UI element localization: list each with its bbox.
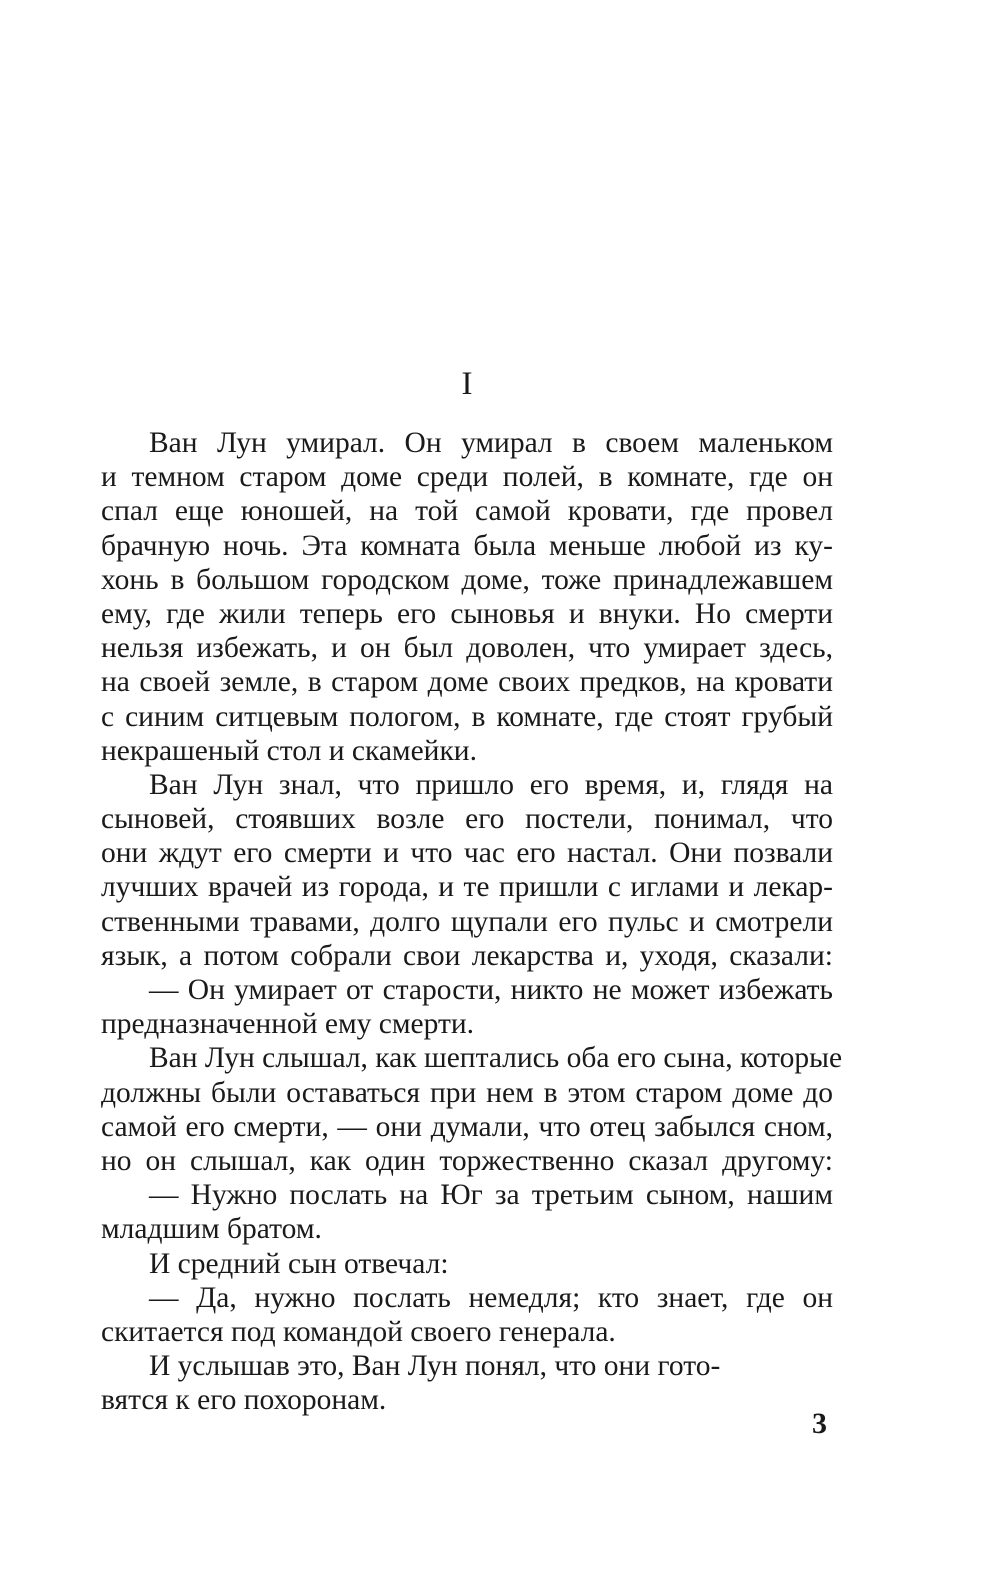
text-line: самой его смерти, — они думали, что отец забылся сном, <box>101 1110 833 1143</box>
text-line: ему, где жили теперь его сыновья и внуки. Но смерти <box>101 597 833 630</box>
text-line: хонь в большом городском доме, тоже принадлежавшем <box>101 563 833 596</box>
text-line: спал еще юношей, на той самой кровати, где провел <box>101 495 833 528</box>
text-line: Ван Лун знал, что пришло его время, и, глядя на <box>149 768 833 801</box>
text-line: Ван Лун умирал. Он умирал в своем маленьком <box>149 427 833 459</box>
text-line: младшим братом. <box>101 1213 322 1246</box>
text-line: на своей земле, в старом доме своих предков, на кровати <box>101 666 833 699</box>
text-line: и темном старом доме среди полей, в комнате, где он <box>101 461 833 494</box>
text-line: — Да, нужно послать немедля; кто знает, где он <box>149 1281 833 1314</box>
text-line: они ждут его смерти и что час его настал. Они позвали <box>101 837 833 870</box>
page-number: 3 <box>812 1407 827 1440</box>
text-line: И услышав это, Ван Лун понял, что они гото- <box>149 1350 721 1383</box>
text-line: нельзя избежать, и он был доволен, что умирает здесь, <box>101 632 833 665</box>
text-line: вятся к его похоронам. <box>101 1384 387 1417</box>
text-line: брачную ночь. Эта комната была меньше любой из ку- <box>101 529 833 562</box>
text-line: И средний сын отвечал: <box>149 1247 449 1280</box>
text-line: некрашеный стол и скамейки. <box>101 734 477 767</box>
text-line: но он слышал, как один торжественно сказал другому: <box>101 1144 833 1177</box>
text-line: с синим ситцевым пологом, в комнате, где стоят грубый <box>101 700 833 733</box>
text-line: должны были оставаться при нем в этом старом доме до <box>101 1076 833 1109</box>
text-line: предназначенной ему смерти. <box>101 1008 475 1041</box>
text-line: Ван Лун слышал, как шептались оба его сына, которые <box>149 1042 843 1075</box>
text-line: — Он умирает от старости, никто не может избежать <box>149 974 833 1006</box>
text-line: скитается под командой своего генерала. <box>101 1315 616 1348</box>
text-line: язык, а потом собрали свои лекарства и, уходя, сказали: <box>101 939 833 972</box>
text-line: ственными травами, долго щупали его пульс и смотрели <box>101 905 833 938</box>
text-line: лучших врачей из города, и те пришли с иглами и лекар- <box>101 871 833 904</box>
text-line: сыновей, стоявших возле его постели, понимал, что <box>101 803 833 836</box>
chapter-number: I <box>461 366 473 402</box>
text-line: — Нужно послать на Юг за третьим сыном, нашим <box>149 1179 833 1212</box>
body-text <box>101 426 843 1417</box>
